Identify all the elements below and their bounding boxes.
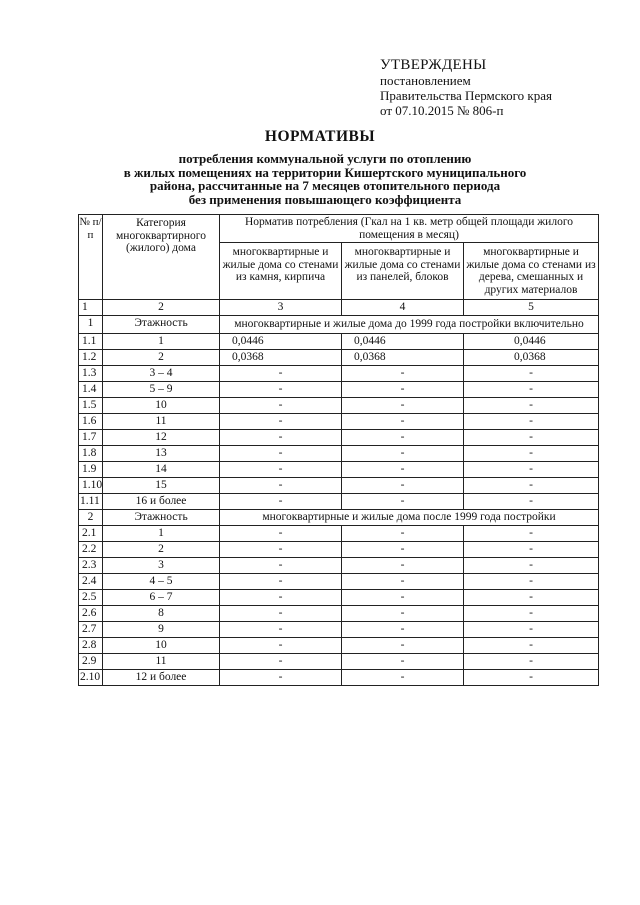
row-category: 2 — [103, 541, 220, 557]
table-row — [79, 589, 599, 605]
table-row — [79, 477, 599, 493]
row-value: - — [464, 429, 599, 445]
table-row — [79, 637, 599, 653]
table-row — [79, 365, 599, 381]
row-value: - — [220, 365, 342, 381]
row-num: 2.10 — [79, 669, 103, 685]
row-value: - — [342, 637, 464, 653]
table-row — [79, 333, 599, 349]
row-value: - — [464, 381, 599, 397]
table-row — [79, 557, 599, 573]
col-number: 3 — [220, 300, 342, 316]
row-value: - — [464, 573, 599, 589]
row-value: - — [342, 589, 464, 605]
row-value: - — [342, 541, 464, 557]
row-value: - — [220, 637, 342, 653]
row-category: 6 – 7 — [103, 589, 220, 605]
header-col5: многоквартирные и жилые дома со стенами из дерева, смешанных и других материалов — [464, 243, 599, 300]
header-col4: многоквартирные и жилые дома со стенами из панелей, блоков — [342, 243, 464, 300]
col-number: 5 — [464, 300, 599, 316]
row-num: 1.5 — [79, 397, 103, 413]
row-value: - — [464, 541, 599, 557]
row-value: - — [220, 573, 342, 589]
row-category: 10 — [103, 637, 220, 653]
row-value: - — [220, 557, 342, 573]
row-num: 1.2 — [79, 349, 103, 365]
table-row — [79, 493, 599, 509]
row-value: - — [220, 413, 342, 429]
table-row — [79, 461, 599, 477]
approval-line: от 07.10.2015 № 806-п — [380, 103, 504, 118]
row-category: 2 — [103, 349, 220, 365]
section-num: 1 — [79, 316, 103, 334]
row-value: - — [464, 461, 599, 477]
table-row — [79, 653, 599, 669]
row-num: 2.9 — [79, 653, 103, 669]
row-value: - — [220, 477, 342, 493]
col-number: 2 — [103, 300, 220, 316]
row-num: 1.9 — [79, 461, 103, 477]
row-value: - — [342, 429, 464, 445]
row-category: 10 — [103, 397, 220, 413]
row-value: - — [464, 445, 599, 461]
row-num: 2.1 — [79, 525, 103, 541]
row-value: - — [220, 429, 342, 445]
row-num: 2.2 — [79, 541, 103, 557]
table-row — [79, 605, 599, 621]
subtitle-line: потребления коммунальной услуги по отоплению — [178, 151, 472, 166]
row-value: - — [464, 589, 599, 605]
row-num: 2.5 — [79, 589, 103, 605]
table-row — [79, 349, 599, 365]
row-value: 0,0368 — [342, 349, 464, 365]
section-row — [79, 509, 599, 525]
row-value: - — [464, 413, 599, 429]
row-num: 1.7 — [79, 429, 103, 445]
row-value: - — [342, 669, 464, 685]
row-num: 2.6 — [79, 605, 103, 621]
row-value: - — [220, 461, 342, 477]
row-value: - — [220, 541, 342, 557]
row-category: 5 – 9 — [103, 381, 220, 397]
row-value: - — [464, 653, 599, 669]
row-value: - — [342, 557, 464, 573]
row-num: 1.6 — [79, 413, 103, 429]
row-value: - — [464, 637, 599, 653]
row-value: 0,0446 — [220, 333, 342, 349]
row-value: - — [342, 477, 464, 493]
row-category: 9 — [103, 621, 220, 637]
row-num: 1.3 — [79, 365, 103, 381]
row-num: 2.8 — [79, 637, 103, 653]
row-value: - — [220, 397, 342, 413]
norms-table — [78, 214, 599, 686]
row-value: - — [464, 621, 599, 637]
row-category: 3 – 4 — [103, 365, 220, 381]
row-category: 12 — [103, 429, 220, 445]
row-value: - — [342, 397, 464, 413]
row-value: - — [220, 669, 342, 685]
approval-line: Правительства Пермского края — [380, 88, 552, 103]
row-value: - — [342, 365, 464, 381]
row-value: - — [342, 493, 464, 509]
row-num: 1.4 — [79, 381, 103, 397]
header-category: Категория многоквартирного (жилого) дома — [103, 215, 220, 300]
row-category: 12 и более — [103, 669, 220, 685]
row-value: - — [464, 365, 599, 381]
section-label: Этажность — [103, 509, 220, 525]
row-category: 16 и более — [103, 493, 220, 509]
row-num: 2.7 — [79, 621, 103, 637]
row-value: - — [220, 605, 342, 621]
section-label: Этажность — [103, 316, 220, 334]
section-note: многоквартирные и жилые дома до 1999 года постройки включительно — [220, 316, 599, 334]
row-category: 8 — [103, 605, 220, 621]
row-value: - — [342, 381, 464, 397]
row-value: - — [464, 605, 599, 621]
subtitle-line: в жилых помещениях на территории Кишертского муниципального — [123, 164, 527, 180]
row-value: - — [464, 477, 599, 493]
table-row — [79, 397, 599, 413]
row-category: 13 — [103, 445, 220, 461]
table-row — [79, 541, 599, 557]
table-row — [79, 669, 599, 685]
approval-line: постановлением — [380, 73, 471, 88]
row-value: - — [464, 397, 599, 413]
row-category: 11 — [103, 413, 220, 429]
row-value: - — [342, 573, 464, 589]
row-value: 0,0446 — [464, 333, 599, 349]
table-row — [79, 525, 599, 541]
table-row — [79, 573, 599, 589]
row-category: 1 — [103, 525, 220, 541]
header-norm: Норматив потребления (Гкал на 1 кв. метр общей площади жилого помещения в месяц) — [220, 215, 599, 243]
row-value: - — [220, 621, 342, 637]
row-value: 0,0446 — [342, 333, 464, 349]
row-num: 1.11 — [79, 493, 103, 509]
table-row — [79, 381, 599, 397]
row-value: - — [220, 525, 342, 541]
section-num: 2 — [79, 509, 103, 525]
row-value: - — [342, 653, 464, 669]
row-num: 1.1 — [79, 333, 103, 349]
subtitle-line: района, рассчитанные на 7 месяцев отопительного периода — [149, 178, 501, 193]
table-row — [79, 621, 599, 637]
row-value: - — [220, 493, 342, 509]
row-value: - — [342, 525, 464, 541]
row-value: - — [464, 669, 599, 685]
table-row — [79, 429, 599, 445]
row-value: - — [464, 557, 599, 573]
row-value: - — [342, 413, 464, 429]
row-value: - — [342, 445, 464, 461]
table-row — [79, 413, 599, 429]
row-category: 15 — [103, 477, 220, 493]
row-value: - — [342, 461, 464, 477]
row-num: 1.10 — [79, 477, 103, 493]
section-note: многоквартирные и жилые дома после 1999 года постройки — [220, 509, 599, 525]
row-value: - — [342, 605, 464, 621]
document-subtitle — [80, 152, 570, 206]
col-number: 4 — [342, 300, 464, 316]
table-row — [79, 445, 599, 461]
row-category: 11 — [103, 653, 220, 669]
header-col3: многоквартирные и жилые дома со стенами из камня, кирпича — [220, 243, 342, 300]
row-value: - — [220, 381, 342, 397]
row-category: 4 – 5 — [103, 573, 220, 589]
row-value: - — [220, 653, 342, 669]
row-num: 1.8 — [79, 445, 103, 461]
document-title: НОРМАТИВЫ — [264, 128, 376, 145]
row-value: 0,0368 — [464, 349, 599, 365]
section-row — [79, 316, 599, 334]
approval-heading: УТВЕРЖДЕНЫ — [380, 57, 487, 73]
row-num: 2.3 — [79, 557, 103, 573]
header-num: № п/п — [79, 215, 103, 300]
col-number: 1 — [79, 300, 103, 316]
row-value: - — [464, 525, 599, 541]
column-numbers-row — [79, 300, 599, 316]
row-value: - — [220, 589, 342, 605]
row-value: 0,0368 — [220, 349, 342, 365]
row-category: 14 — [103, 461, 220, 477]
row-category: 3 — [103, 557, 220, 573]
row-category: 1 — [103, 333, 220, 349]
row-num: 2.4 — [79, 573, 103, 589]
row-value: - — [220, 445, 342, 461]
approval-block — [380, 58, 552, 118]
row-value: - — [342, 621, 464, 637]
subtitle-line: без применения повышающего коэффициента — [188, 191, 462, 207]
row-value: - — [464, 493, 599, 509]
